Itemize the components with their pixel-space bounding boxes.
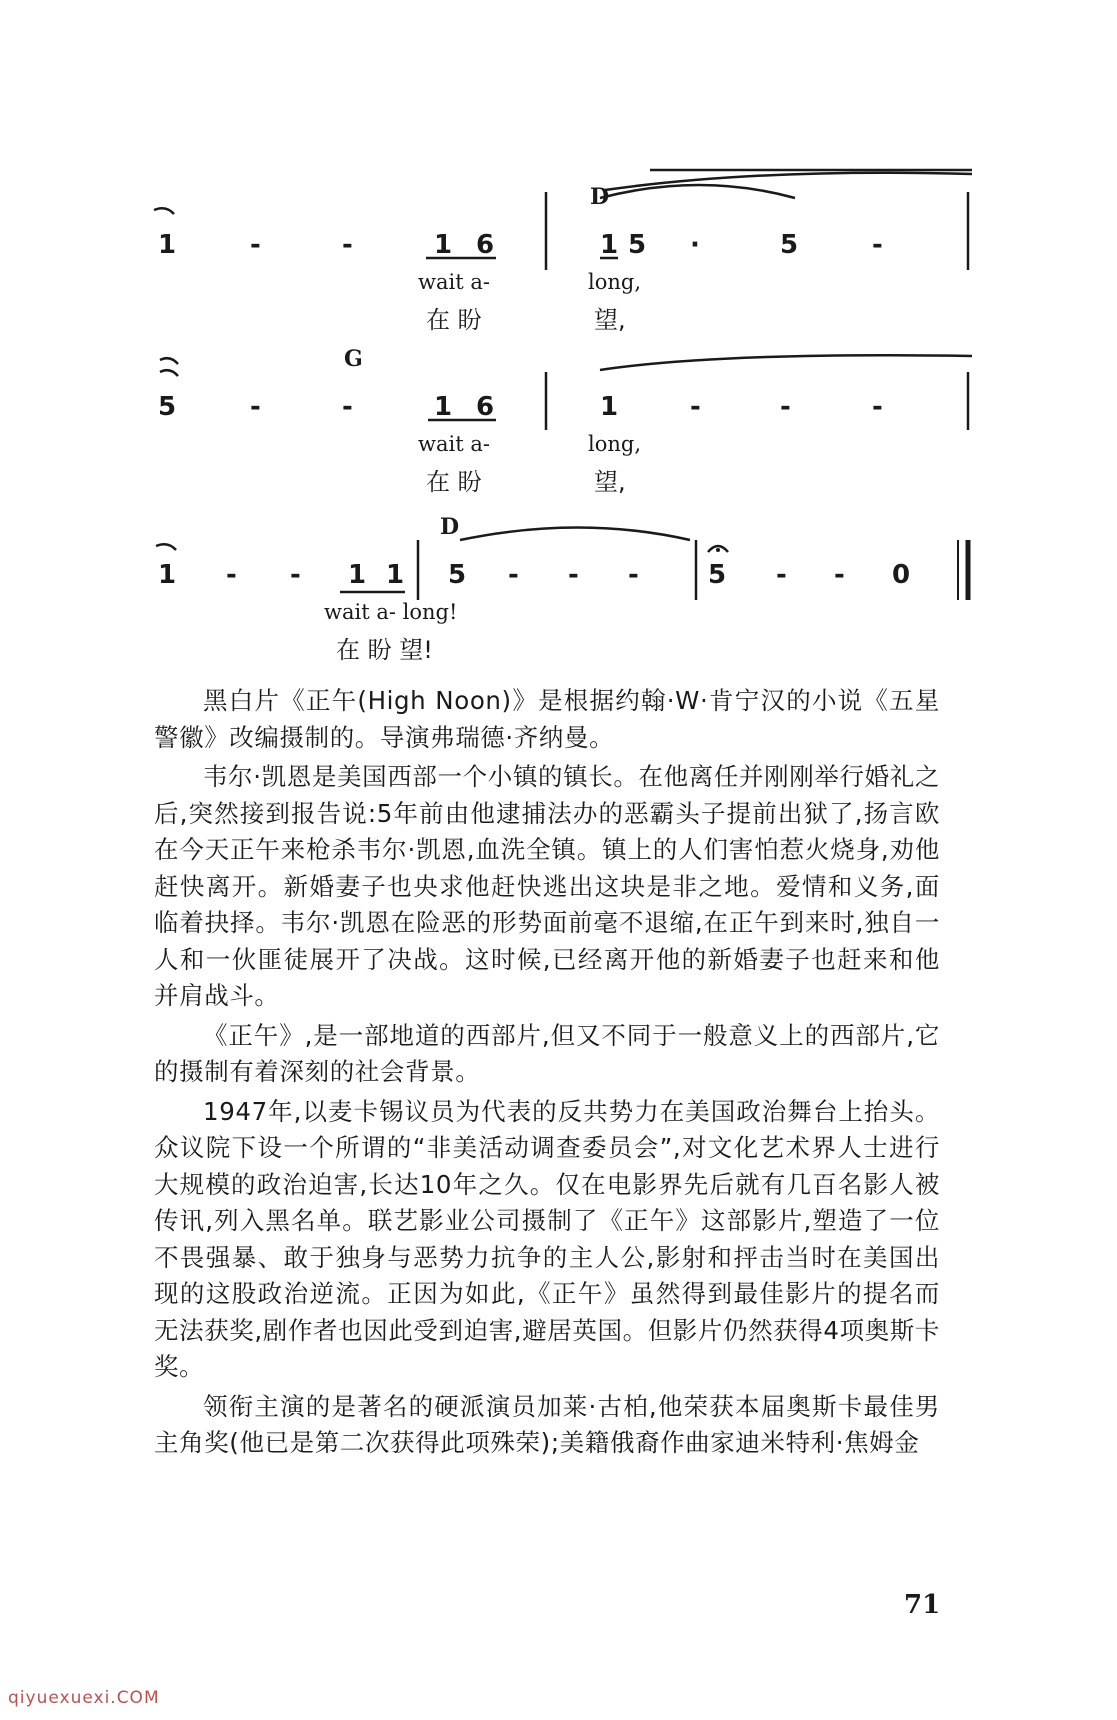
note: 0 bbox=[892, 560, 911, 590]
note: - bbox=[872, 230, 883, 260]
note: 1 bbox=[600, 230, 619, 260]
note: - bbox=[250, 230, 261, 260]
note: 5 bbox=[628, 230, 647, 260]
note: 1 bbox=[348, 560, 367, 590]
note: - bbox=[628, 560, 639, 590]
note: - bbox=[342, 230, 353, 260]
lyric-english: wait a- bbox=[418, 432, 490, 456]
paragraph: 《正午》,是一部地道的西部片,但又不同于一般意义上的西部片,它的摄制有着深刻的社会背景。 bbox=[154, 1020, 940, 1086]
note: - bbox=[290, 560, 301, 590]
paragraph: 1947年,以麦卡锡议员为代表的反共势力在美国政治舞台上抬头。众议院下设一个所谓的“非美活动调查委员会”,对文化艺术界人士进行大规模的政治迫害,长达10年之久。仅在电影界先后就有几百名影人被传讯,列入黑名单。联艺影业公司摄制了《正午》这部影片,塑造了一位不畏强暴、敢于独身与恶势力抗争的主人公,影射和抨击当时在美国出现的这股政治逆流。正因为如此,《正午》虽然得到最佳影片的提名而无法获奖,剧作者也因此受到迫害,避居英国。但影片仍然获得4项奥斯卡奖。 bbox=[154, 1096, 940, 1381]
note: 5 bbox=[780, 230, 799, 260]
note: 1 bbox=[158, 560, 177, 590]
lyric-english: wait a- long! bbox=[324, 600, 458, 624]
note: 1 bbox=[434, 230, 453, 260]
note: - bbox=[690, 392, 701, 422]
note: 6 bbox=[476, 230, 495, 260]
chord-symbol: D bbox=[590, 184, 610, 210]
paragraph: 黑白片《正午(High Noon)》是根据约翰·W·肯宁汉的小说《五星警徽》改编摄制的。导演弗瑞德·齐纳曼。 bbox=[154, 686, 940, 752]
page-number: 71 bbox=[904, 1590, 941, 1620]
site-watermark: qiyuexuexi.COM bbox=[8, 1688, 160, 1708]
lyric-chinese: 望, bbox=[594, 468, 626, 496]
note: - bbox=[342, 392, 353, 422]
note: - bbox=[226, 560, 237, 590]
note: - bbox=[780, 392, 791, 422]
lyric-chinese: 在 盼 bbox=[426, 306, 482, 334]
lyric-chinese: 在 盼 bbox=[426, 468, 482, 496]
paragraph: 领衔主演的是著名的硬派演员加莱·古柏,他荣获本届奥斯卡最佳男主角奖(他已是第二次获得此项殊荣);美籍俄裔作曲家迪米特利·焦姆金 bbox=[154, 1391, 940, 1457]
note: 1 bbox=[434, 392, 453, 422]
note: 5 bbox=[158, 392, 177, 422]
lyric-chinese: 在 盼 望! bbox=[336, 636, 433, 664]
note: 1 bbox=[386, 560, 405, 590]
note: - bbox=[872, 392, 883, 422]
lyric-chinese: 望, bbox=[594, 306, 626, 334]
lyric-english: wait a- bbox=[418, 270, 490, 294]
chord-symbol: D bbox=[440, 514, 460, 540]
note: 5 bbox=[708, 560, 727, 590]
chord-symbol: G bbox=[344, 346, 363, 372]
score-lines bbox=[0, 0, 1117, 640]
note: - bbox=[250, 392, 261, 422]
note: 6 bbox=[476, 392, 495, 422]
paragraph: 韦尔·凯恩是美国西部一个小镇的镇长。在他离任并刚刚举行婚礼之后,突然接到报告说:5年前由他逮捕法办的恶霸头子提前出狱了,扬言欧在今天正午来枪杀韦尔·凯恩,血洗全镇。镇上的人们害怕惹火烧身,劝他赶快离开。新婚妻子也央求他赶快逃出这块是非之地。爱情和义务,面临着抉择。韦尔·凯恩在险恶的形势面前毫不退缩,在正午到来时,独自一人和一伙匪徒展开了决战。这时候,已经离开他的新婚妻子也赶来和他并肩战斗。 bbox=[154, 762, 940, 1010]
note: - bbox=[568, 560, 579, 590]
note: - bbox=[508, 560, 519, 590]
lyric-english: long, bbox=[588, 432, 642, 456]
note: · bbox=[690, 230, 700, 260]
note: 5 bbox=[448, 560, 467, 590]
lyric-english: long, bbox=[588, 270, 642, 294]
note: 1 bbox=[600, 392, 619, 422]
note: 1 bbox=[158, 230, 177, 260]
article-body bbox=[154, 683, 940, 1465]
note: - bbox=[834, 560, 845, 590]
note: - bbox=[776, 560, 787, 590]
